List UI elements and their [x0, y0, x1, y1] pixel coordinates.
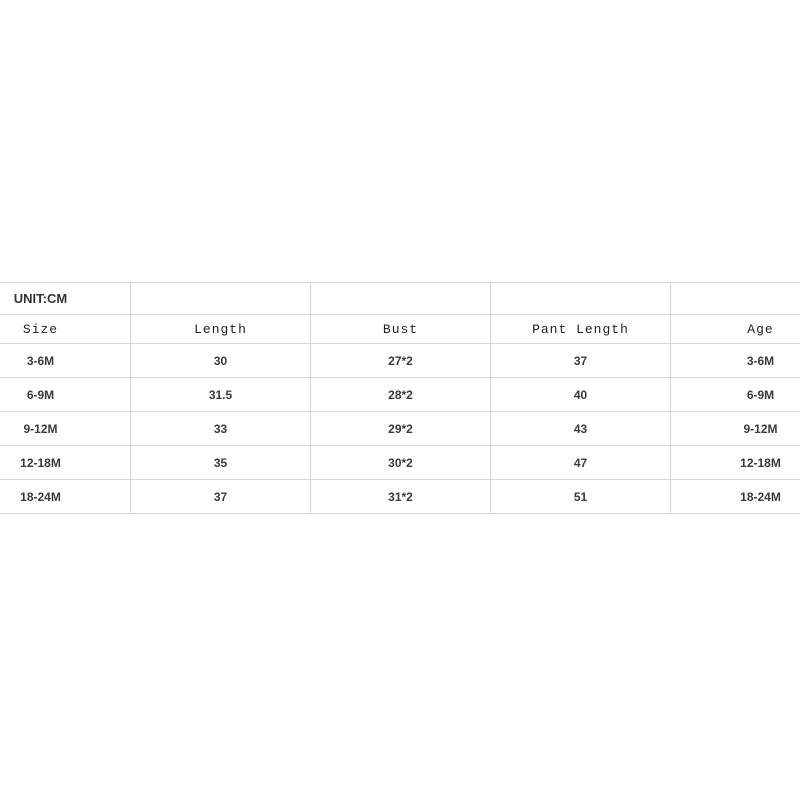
empty-cell — [131, 283, 311, 315]
cell-pant-length: 40 — [491, 378, 671, 412]
table-row — [0, 344, 800, 378]
cell-size: 12-18M — [0, 446, 131, 480]
cell-age: 18-24M — [671, 480, 800, 514]
column-header-age: Age — [671, 315, 800, 344]
cell-pant-length: 37 — [491, 344, 671, 378]
table-row — [0, 378, 800, 412]
size-chart-table — [0, 282, 800, 514]
cell-size: 18-24M — [0, 480, 131, 514]
cell-bust: 30*2 — [311, 446, 491, 480]
cell-length: 30 — [131, 344, 311, 378]
cell-length: 35 — [131, 446, 311, 480]
table-row — [0, 412, 800, 446]
column-header-bust: Bust — [311, 315, 491, 344]
cell-pant-length: 51 — [491, 480, 671, 514]
cell-pant-length: 43 — [491, 412, 671, 446]
empty-cell — [671, 283, 800, 315]
cell-length: 37 — [131, 480, 311, 514]
table-row — [0, 480, 800, 514]
cell-bust: 29*2 — [311, 412, 491, 446]
cell-size: 3-6M — [0, 344, 131, 378]
cell-bust: 28*2 — [311, 378, 491, 412]
cell-size: 6-9M — [0, 378, 131, 412]
cell-bust: 27*2 — [311, 344, 491, 378]
cell-length: 31.5 — [131, 378, 311, 412]
header-row — [0, 315, 800, 344]
cell-age: 12-18M — [671, 446, 800, 480]
column-header-size: Size — [0, 315, 131, 344]
cell-length: 33 — [131, 412, 311, 446]
empty-cell — [491, 283, 671, 315]
cell-age: 9-12M — [671, 412, 800, 446]
unit-row — [0, 283, 800, 315]
cell-bust: 31*2 — [311, 480, 491, 514]
cell-age: 3-6M — [671, 344, 800, 378]
column-header-length: Length — [131, 315, 311, 344]
table-row — [0, 446, 800, 480]
column-header-pant-length: Pant Length — [491, 315, 671, 344]
cell-pant-length: 47 — [491, 446, 671, 480]
cell-size: 9-12M — [0, 412, 131, 446]
unit-label: UNIT:CM — [0, 283, 131, 315]
cell-age: 6-9M — [671, 378, 800, 412]
empty-cell — [311, 283, 491, 315]
